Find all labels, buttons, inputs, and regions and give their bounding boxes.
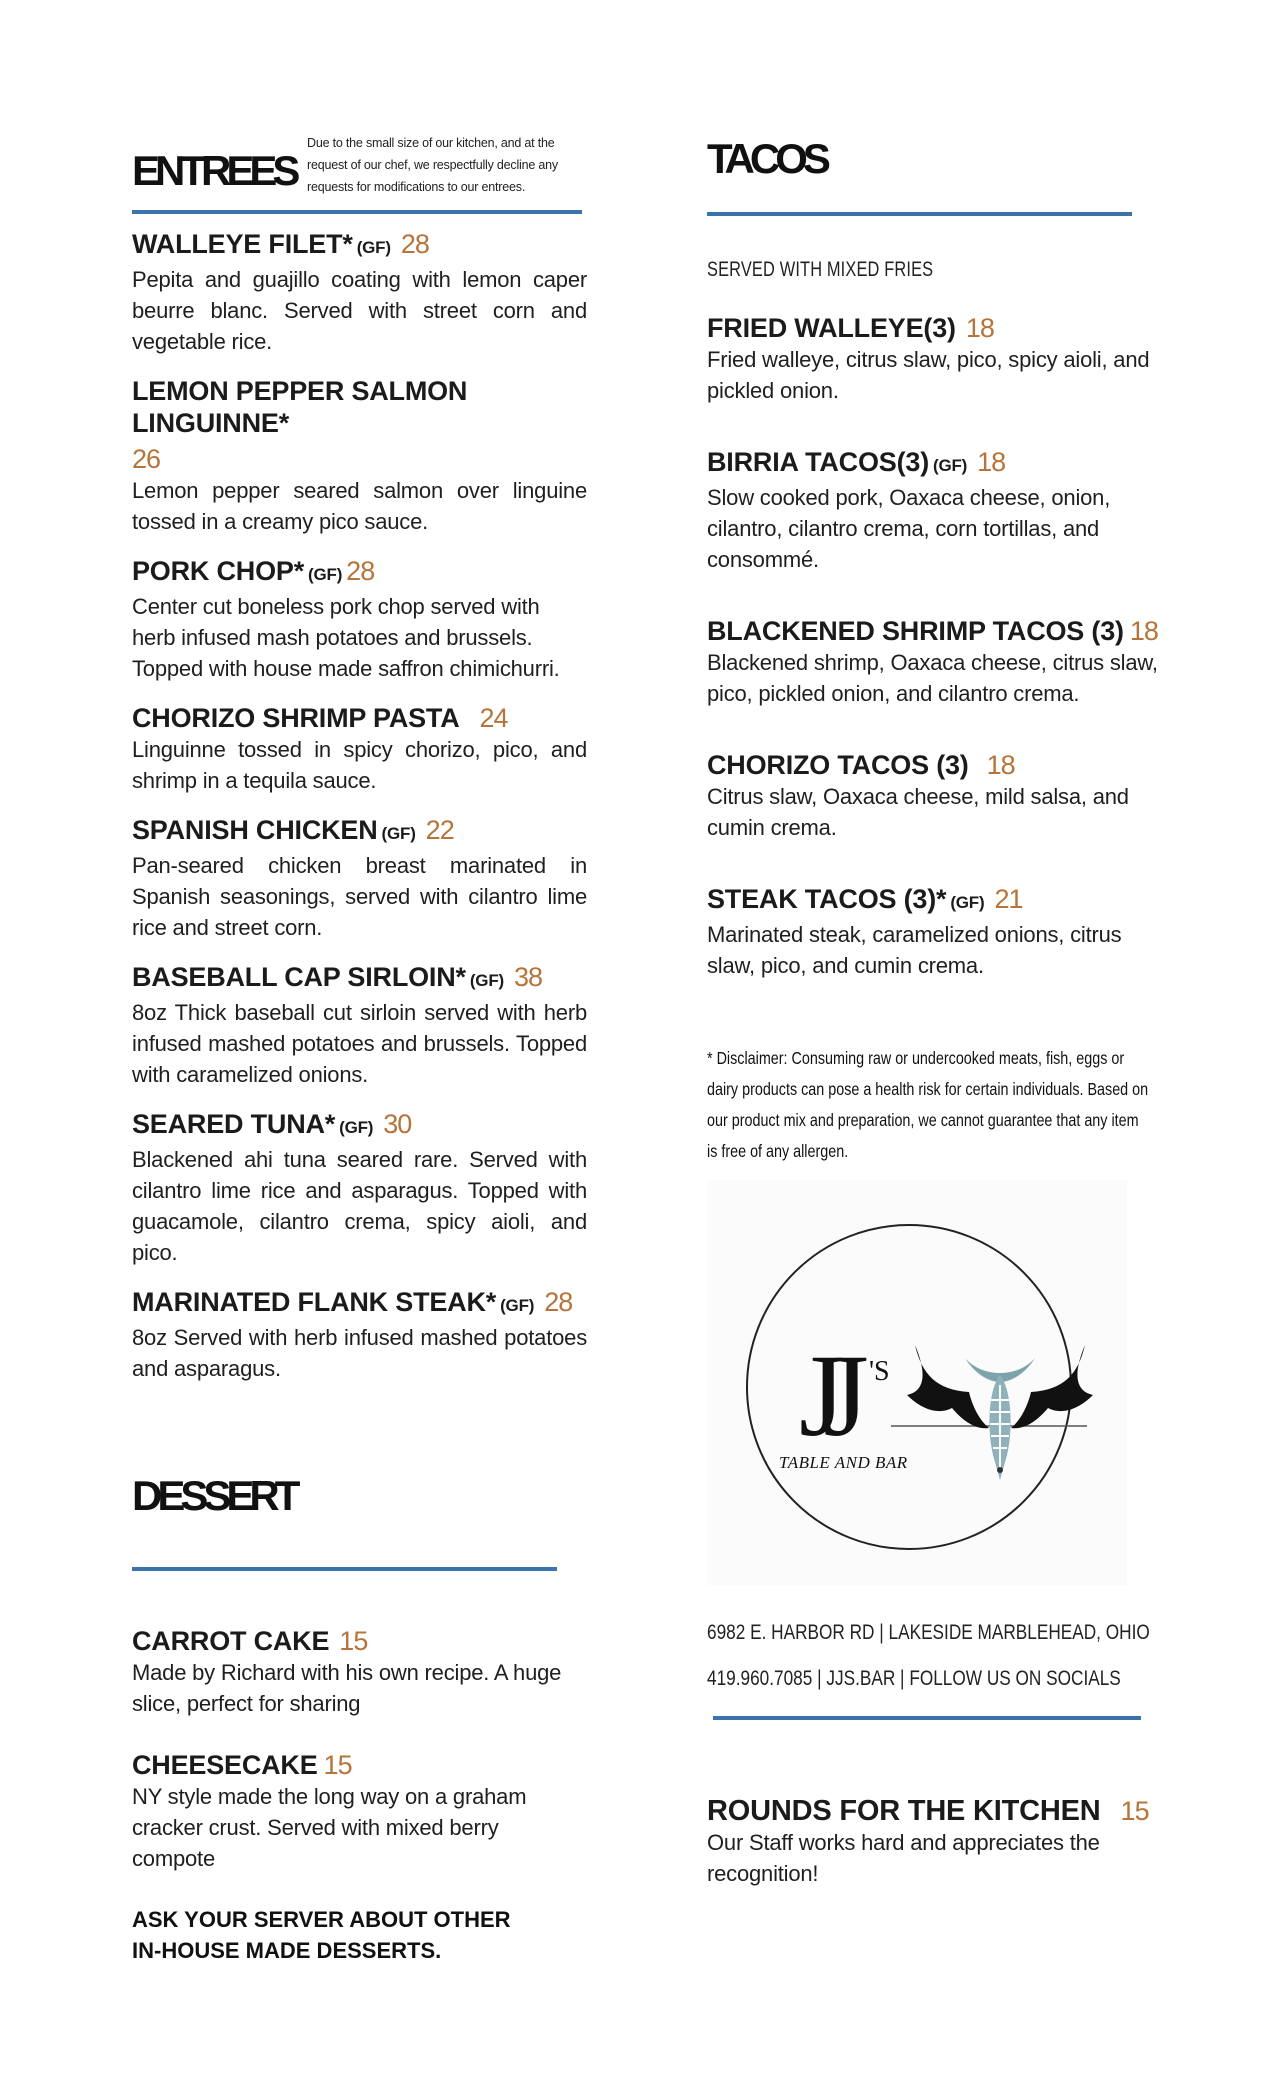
item-price: 38 (513, 962, 543, 992)
item-desc: 8oz Served with herb infused mashed potatoes and asparagus. (132, 1325, 587, 1381)
item-price: 18 (977, 447, 1006, 477)
gf-tag: (GF) (950, 893, 985, 912)
tacos-section (707, 128, 1167, 1167)
entrees-note: Due to the small size of our kitchen, and at the request of our chef, we respectfully decline any requests for modifications to our entrees. (307, 136, 558, 194)
gf-tag: (GF) (500, 1296, 535, 1315)
item-name: BLACKENED SHRIMP TACOS (3) (707, 616, 1124, 646)
entree-item (132, 702, 587, 796)
item-price: 22 (425, 815, 454, 845)
item-desc: Marinated steak, caramelized onions, citrus slaw, pico, and cumin crema. (707, 922, 1122, 978)
taco-item (707, 615, 1167, 709)
gf-tag: (GF) (469, 971, 504, 990)
item-name: FRIED WALLEYE(3) (707, 313, 956, 343)
entrees-section (132, 128, 587, 1384)
item-desc: Blackened shrimp, Oaxaca cheese, citrus slaw, pico, pickled onion, and cilantro crema. (707, 650, 1158, 706)
item-desc: Slow cooked pork, Oaxaca cheese, onion, cilantro, cilantro crema, corn tortillas, and consommé. (707, 485, 1111, 572)
bull-fish-icon (907, 1345, 1093, 1480)
rounds-section (707, 1795, 1167, 1889)
entrees-rule (132, 210, 582, 214)
item-desc: NY style made the long way on a graham cracker crust. Served with mixed berry compote (132, 1784, 527, 1871)
dessert-ask-note: ASK YOUR SERVER ABOUT OTHER IN-HOUSE MADE DESSERTS. (132, 1907, 511, 1963)
gf-tag: (GF) (381, 824, 416, 843)
entrees-title: ENTREES (132, 147, 296, 194)
item-name: SPANISH CHICKEN (132, 815, 378, 845)
item-name: WALLEYE FILET* (132, 229, 353, 259)
item-name: MARINATED FLANK STEAK* (132, 1287, 497, 1317)
taco-item (707, 883, 1167, 981)
item-desc: Center cut boneless pork chop served with herb infused mash potatoes and brussels. Topped with house made saffron chimichurri. (132, 594, 560, 681)
item-desc: 8oz Thick baseball cut sirloin served with herb infused mashed potatoes and brussels. Topped with caramelized onions. (132, 1000, 587, 1087)
item-desc: Fried walleye, citrus slaw, pico, spicy aioli, and pickled onion. (707, 347, 1150, 403)
gf-tag: (GF) (356, 238, 391, 257)
item-price: 18 (1129, 616, 1158, 646)
taco-item (707, 312, 1167, 406)
contact-line: 419.960.7085 | JJS.BAR | FOLLOW US ON SOCIALS (707, 1667, 1121, 1690)
item-desc: Pan-seared chicken breast marinated in Spanish seasonings, served with cilantro lime rice and street corn. (132, 853, 587, 940)
dessert-title: DESSERT (132, 1472, 296, 1519)
logo-tagline: TABLE AND BAR (779, 1453, 908, 1472)
item-price: 24 (479, 703, 508, 733)
item-price: 21 (994, 884, 1023, 914)
item-price: 18 (965, 313, 994, 343)
item-name: CARROT CAKE (132, 1626, 330, 1656)
gf-tag: (GF) (339, 1118, 374, 1137)
contact-rule (713, 1716, 1141, 1720)
item-name: CHORIZO TACOS (3) (707, 750, 969, 780)
restaurant-logo (707, 1180, 1127, 1585)
taco-item (707, 749, 1167, 843)
disclaimer: * Disclaimer: Consuming raw or undercooked meats, fish, eggs or dairy products can pose a health risk for certain individuals. Based on our product mix and preparation, we cannot guarantee that any item is free of any allergen. (707, 1048, 1149, 1161)
entree-item (132, 961, 587, 1090)
item-price: 15 (323, 1750, 352, 1780)
tacos-rule (707, 212, 1132, 216)
dessert-item (132, 1749, 587, 1874)
dessert-item (132, 1625, 587, 1719)
entree-item (132, 1108, 587, 1268)
item-desc: Pepita and guajillo coating with lemon caper beurre blanc. Served with street corn and vegetable rice. (132, 267, 587, 354)
address-line: 6982 E. HARBOR RD | LAKESIDE MARBLEHEAD, OHIO (707, 1621, 1150, 1644)
item-price: 15 (339, 1626, 368, 1656)
entree-item (132, 375, 587, 537)
item-desc: Made by Richard with his own recipe. A huge slice, perfect for sharing (132, 1660, 562, 1716)
item-desc: Lemon pepper seared salmon over linguine tossed in a creamy pico sauce. (132, 478, 587, 534)
item-name: BIRRIA TACOS(3) (707, 447, 929, 477)
item-price: 28 (346, 556, 375, 586)
entree-item (132, 228, 587, 357)
item-name: CHORIZO SHRIMP PASTA (132, 703, 460, 733)
gf-tag: (GF) (308, 565, 343, 584)
item-price: 30 (383, 1109, 412, 1139)
logo-panel (707, 1180, 1127, 1585)
dessert-section (132, 1472, 587, 1966)
contact-block (707, 1610, 1227, 1720)
rounds-price: 15 (1120, 1796, 1149, 1826)
taco-item (707, 446, 1167, 575)
entree-item (132, 814, 587, 943)
dessert-rule (132, 1567, 557, 1571)
item-name: SEARED TUNA* (132, 1109, 336, 1139)
item-desc: Linguinne tossed in spicy chorizo, pico, and shrimp in a tequila sauce. (132, 737, 587, 793)
entree-item (132, 1286, 587, 1384)
logo-brand: JJ (799, 1330, 847, 1461)
entree-item (132, 555, 587, 684)
tacos-title: TACOS (707, 135, 826, 182)
gf-tag: (GF) (933, 456, 968, 475)
item-desc: Citrus slaw, Oaxaca cheese, mild salsa, and cumin crema. (707, 784, 1129, 840)
item-name: PORK CHOP* (132, 556, 305, 586)
item-name: LEMON PEPPER SALMON LINGUINNE* (132, 376, 468, 438)
item-name: BASEBALL CAP SIRLOIN* (132, 962, 466, 992)
tacos-subtitle: SERVED WITH MIXED FRIES (707, 258, 934, 281)
rounds-name: ROUNDS FOR THE KITCHEN (707, 1795, 1101, 1827)
item-price: 28 (544, 1287, 573, 1317)
rounds-desc: Our Staff works hard and appreciates the recognition! (707, 1830, 1100, 1886)
logo-suffix: 'S (869, 1356, 890, 1387)
item-name: CHEESECAKE (132, 1750, 318, 1780)
item-desc: Blackened ahi tuna seared rare. Served with cilantro lime rice and asparagus. Topped with guacamole, cilantro crema, spicy aioli, and pico. (132, 1147, 587, 1265)
item-price: 28 (400, 229, 429, 259)
item-price: 18 (986, 750, 1015, 780)
item-name: STEAK TACOS (3)* (707, 884, 947, 914)
item-price: 26 (132, 444, 161, 474)
